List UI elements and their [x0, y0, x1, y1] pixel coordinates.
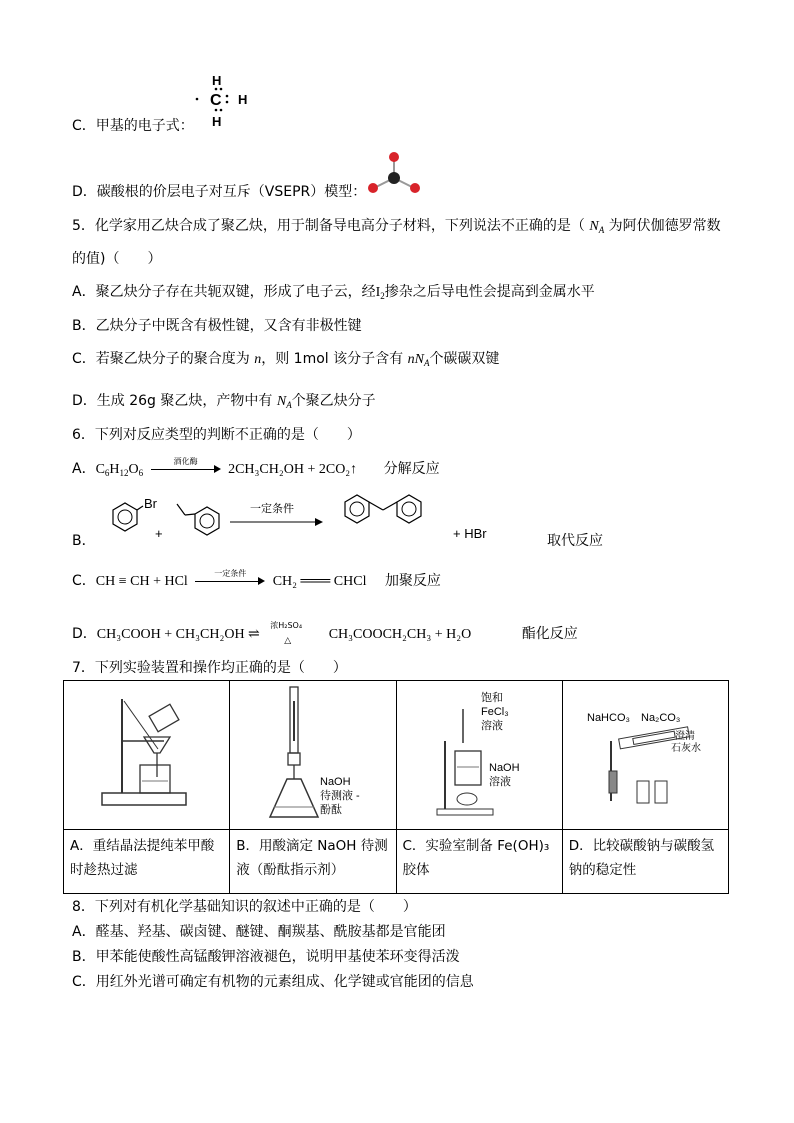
svg-text:NaOH: NaOH [320, 776, 351, 788]
q6-option-d: D．CH₃COOH + CH₃CH₂OH ⇌ 浓H₂SO₄ △ CH₃COOCH₂CH₃ + H₂O 酯化反应 [72, 621, 578, 646]
na-symbol: $N_A$ [589, 219, 605, 235]
svg-text:FeCl₃: FeCl₃ [480, 706, 509, 718]
svg-text:NaOH: NaOH [488, 762, 520, 774]
svg-text:酚酞: 酚酞 [320, 804, 343, 816]
q6-option-b-type: 取代反应 [547, 533, 603, 549]
q5-option-d: D．生成 26g 聚乙炔，产物中有 $N_A$个聚乙炔分子 [72, 393, 376, 410]
q5-stem-line2: 的值)（ ） [72, 251, 162, 267]
svg-text:石灰水: 石灰水 [670, 743, 701, 754]
methyl-electron-formula [190, 72, 254, 132]
q6-option-a: A．$C_6H_{12}O_6$ 酒化酶 2CH₃CH₂OH + 2CO₂↑ 分解反应 [72, 457, 440, 478]
svg-text:待测液 -: 待测液 - [320, 790, 360, 802]
option-c-label: C．甲基的电子式： [72, 118, 194, 134]
apparatus-c [396, 681, 562, 830]
apparatus-d [562, 681, 728, 830]
plus-sign: + [155, 526, 163, 541]
q7-stem: 7．下列实验装置和操作均正确的是（ ） [72, 660, 347, 676]
q8-stem: 8．下列对有机化学基础知识的叙述中正确的是（ ） [72, 899, 417, 915]
option-d-label: D．碳酸根的价层电子对互斥（VSEPR）模型： [72, 184, 367, 200]
option-c-methyl [72, 116, 194, 136]
svg-text:饱和: 饱和 [480, 692, 503, 704]
q6-option-b-reaction [95, 490, 495, 550]
apparatus-a [64, 681, 230, 830]
q6-stem: 6．下列对反应类型的判断不正确的是（ ） [72, 427, 361, 443]
q8-option-c: C．用红外光谱可确定有机物的元素组成、化学键或官能团的信息 [72, 974, 474, 990]
q5-stem: 5．化学家用乙炔合成了聚乙炔，用于制备导电高分子材料，下列说法不正确的是（ $N_A$ 为阿伏伽德罗常数 [72, 218, 721, 235]
svg-text:溶液: 溶液 [480, 720, 503, 732]
caption-b: B．用酸滴定 NaOH 待测液（酚酞指示剂） [230, 830, 396, 894]
h-right: H [238, 92, 248, 107]
h-top: H [212, 73, 222, 88]
reaction-arrow-a: 酒化酶 [151, 461, 221, 477]
br-label: Br [144, 496, 157, 511]
hbr-label: + HBr [453, 526, 487, 541]
svg-text:澄清: 澄清 [674, 731, 695, 742]
caption-c: C．实验室制备 Fe(OH)₃ 胶体 [396, 830, 562, 894]
carbonate-vsepr-model [364, 150, 424, 196]
svg-text:溶液: 溶液 [488, 776, 511, 788]
q6-option-c: C．CH ≡ CH + HCl 一定条件 CH₂ ═══ CHCl 加聚反应 [72, 569, 441, 589]
b-condition: 一定条件 [250, 503, 294, 515]
hot-filtration-figure [64, 681, 230, 825]
q7-apparatus-table [63, 680, 729, 894]
benzene-ring-1 [113, 503, 137, 531]
titration-figure [230, 681, 396, 825]
svg-text:NaHCO₃: NaHCO₃ [586, 712, 630, 724]
apparatus-b [230, 681, 396, 830]
q8-option-a: A．醛基、羟基、碳卤键、醚键、酮羰基、酰胺基都是官能团 [72, 924, 446, 940]
q5-option-b: B．乙炔分子中既含有极性键，又含有非极性键 [72, 318, 362, 334]
q5-option-c: C．若聚乙炔分子的聚合度为 n，则 1mol 该分子含有 $nN_A$个碳碳双键 [72, 351, 500, 368]
reaction-arrow-c: 一定条件 [195, 573, 265, 589]
q6-option-b-prefix: B． [72, 533, 96, 549]
benzene-ring-2 [195, 507, 219, 535]
fe-oh3-colloid-figure [397, 681, 563, 825]
q5-option-a: A．聚乙炔分子存在共轭双键，形成了电子云，经$I_2$掺杂之后导电性会提高到金属水平 [72, 284, 595, 301]
q8-option-b: B．甲苯能使酸性高锰酸钾溶液褪色，说明甲基使苯环变得活泼 [72, 949, 460, 965]
c-center: C [210, 92, 222, 109]
option-d-carbonate [72, 182, 366, 202]
caption-d: D．比较碳酸钠与碳酸氢钠的稳定性 [562, 830, 728, 894]
svg-text:Na₂CO₃: Na₂CO₃ [640, 712, 681, 724]
carbonate-stability-figure [563, 681, 729, 825]
caption-a: A．重结晶法提纯苯甲酸时趁热过滤 [64, 830, 230, 894]
h-bottom: H [212, 114, 222, 129]
